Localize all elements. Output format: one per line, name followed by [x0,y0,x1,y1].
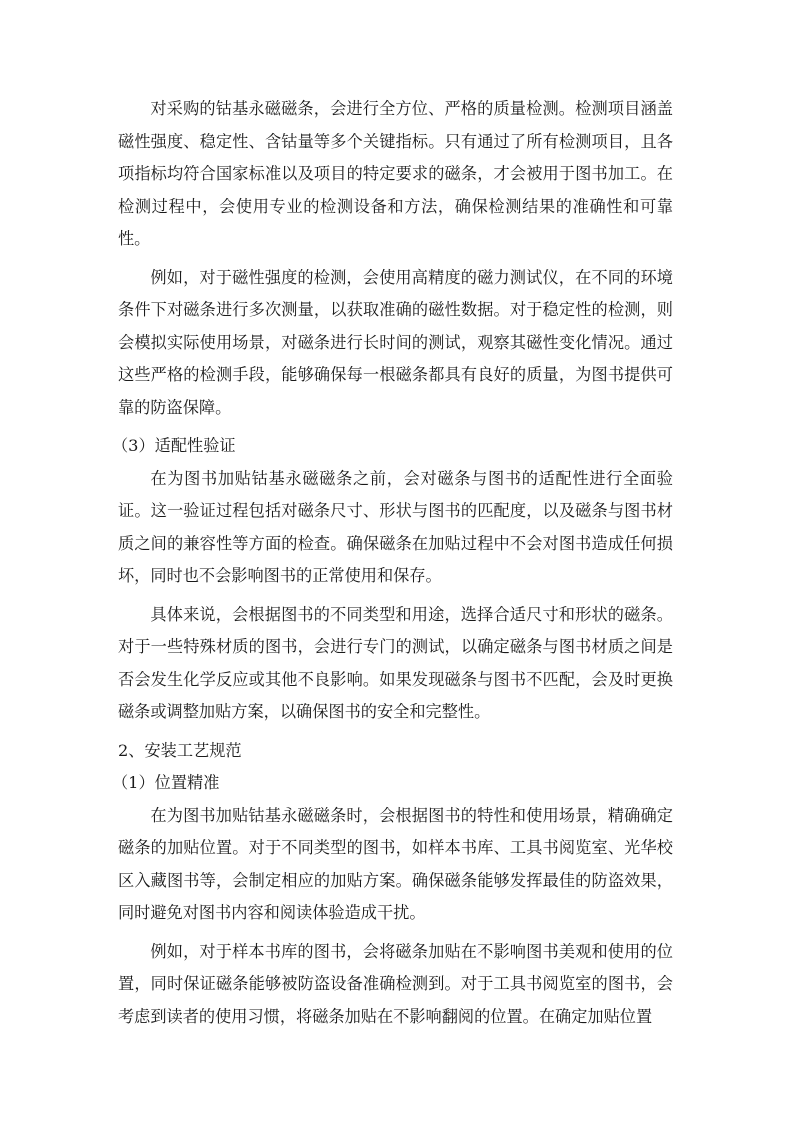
paragraph-compatibility-verification: 在为图书加贴钴基永磁磁条之前，会对磁条与图书的适配性进行全面验证。这一验证过程包括对磁条尺寸、形状与图书的匹配度，以及磁条与图书材质之间的兼容性等方面的检查。确保磁条在加贴过程中不会对图书造成任何损坏，同时也不会影响图书的正常使用和保存。 [118,468,673,585]
subheading-precise-position: （1）位置精准 [112,773,220,792]
subheading-compatibility-verification: （3）适配性验证 [112,436,236,455]
paragraph-compatibility-details: 具体来说，会根据图书的不同类型和用途，选择合适尺寸和形状的磁条。对于一些特殊材质的图书，会进行专门的测试，以确定磁条与图书材质之间是否会发生化学反应或其他不良影响。如果发现磁条与图书不匹配，会及时更换磁条或调整加贴方案，以确保图书的安全和完整性。 [118,604,673,721]
paragraph-inspection-example: 例如，对于磁性强度的检测，会使用高精度的磁力测试仪，在不同的环境条件下对磁条进行多次测量，以获取准确的磁性数据。对于稳定性的检测，则会模拟实际使用场景，对磁条进行长时间的测试，观察其磁性变化情况。通过这些严格的检测手段，能够确保每一根磁条都具有良好的质量，为图书提供可靠的防盗保障。 [118,267,673,417]
paragraph-position-example: 例如，对于样本书库的图书，会将磁条加贴在不影响图书美观和使用的位置，同时保证磁条能够被防盗设备准确检测到。对于工具书阅览室的图书，会考虑到读者的使用习惯，将磁条加贴在不影响翻阅的位置。在确定加贴位置 [118,941,673,1026]
paragraph-quality-inspection: 对采购的钴基永磁磁条，会进行全方位、严格的质量检测。检测项目涵盖磁性强度、稳定性、含钴量等多个关键指标。只有通过了所有检测项目，且各项指标均符合国家标准以及项目的特定要求的磁条，才会被用于图书加工。在检测过程中，会使用专业的检测设备和方法，确保检测结果的准确性和可靠性。 [118,99,673,248]
paragraph-precise-position: 在为图书加贴钴基永磁磁条时，会根据图书的特性和使用场景，精确确定磁条的加贴位置。对于不同类型的图书，如样本书库、工具书阅览室、光华校区入藏图书等，会制定相应的加贴方案。确保磁条能够发挥最佳的防盗效果，同时避免对图书内容和阅读体验造成干扰。 [118,805,673,922]
heading-installation-standards: 2、安装工艺规范 [118,740,242,760]
